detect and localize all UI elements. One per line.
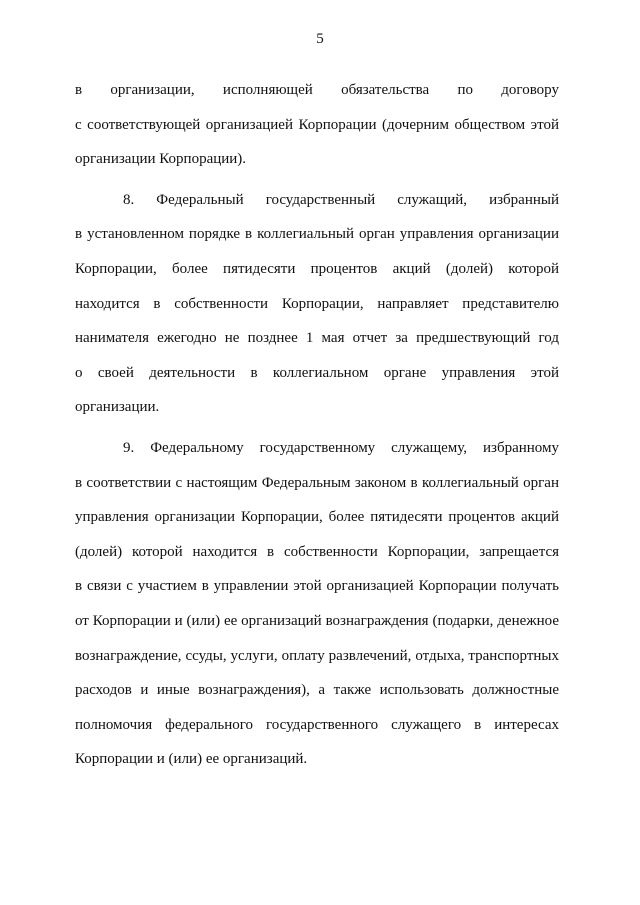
text-line: организации. bbox=[75, 399, 160, 416]
text-line: полномочия федерального государственного служащего в интересах bbox=[75, 716, 559, 733]
text-line: нанимателя ежегодно не позднее 1 мая отчет за предшествующий год bbox=[75, 330, 559, 347]
text-line: в связи с участием в управлении этой организацией Корпорации получать bbox=[75, 578, 559, 595]
text-line: в организации, исполняющей обязательства по договору bbox=[75, 82, 559, 98]
text-line: Корпорации, более пятидесяти процентов акций (долей) которой bbox=[75, 260, 559, 277]
text-line: вознаграждение, ссуды, услуги, оплату развлечений, отдыха, транспортных bbox=[75, 647, 559, 664]
text-line: от Корпорации и (или) ее организаций вознаграждения (подарки, денежное bbox=[75, 612, 559, 629]
text-line: в установленном порядке в коллегиальный орган управления организации bbox=[75, 226, 559, 243]
text-line: (долей) которой находится в собственности Корпорации, запрещается bbox=[75, 543, 559, 560]
text-line: с соответствующей организацией Корпорации (дочерним обществом этой bbox=[75, 116, 559, 133]
paragraph-8 bbox=[75, 183, 559, 425]
text-line: находится в собственности Корпорации, направляет представителю bbox=[75, 295, 559, 312]
page-number: 5 bbox=[316, 31, 324, 47]
text-line: расходов и иные вознаграждения), а также использовать должностные bbox=[75, 682, 559, 699]
text-line: 9. Федеральному государственному служащему, избранному bbox=[123, 439, 559, 456]
document-body bbox=[75, 73, 559, 777]
paragraph-continuation bbox=[75, 73, 559, 177]
text-line: о своей деятельности в коллегиальном органе управления этой bbox=[75, 364, 559, 381]
text-line: 8. Федеральный государственный служащий, избранный bbox=[123, 191, 559, 208]
text-line: управления организации Корпорации, более пятидесяти процентов акций bbox=[75, 509, 559, 526]
paragraph-9 bbox=[75, 431, 559, 777]
text-line: в соответствии с настоящим Федеральным законом в коллегиальный орган bbox=[75, 474, 559, 491]
text-line: Корпорации и (или) ее организаций. bbox=[75, 751, 308, 768]
text-line: организации Корпорации). bbox=[75, 151, 247, 168]
